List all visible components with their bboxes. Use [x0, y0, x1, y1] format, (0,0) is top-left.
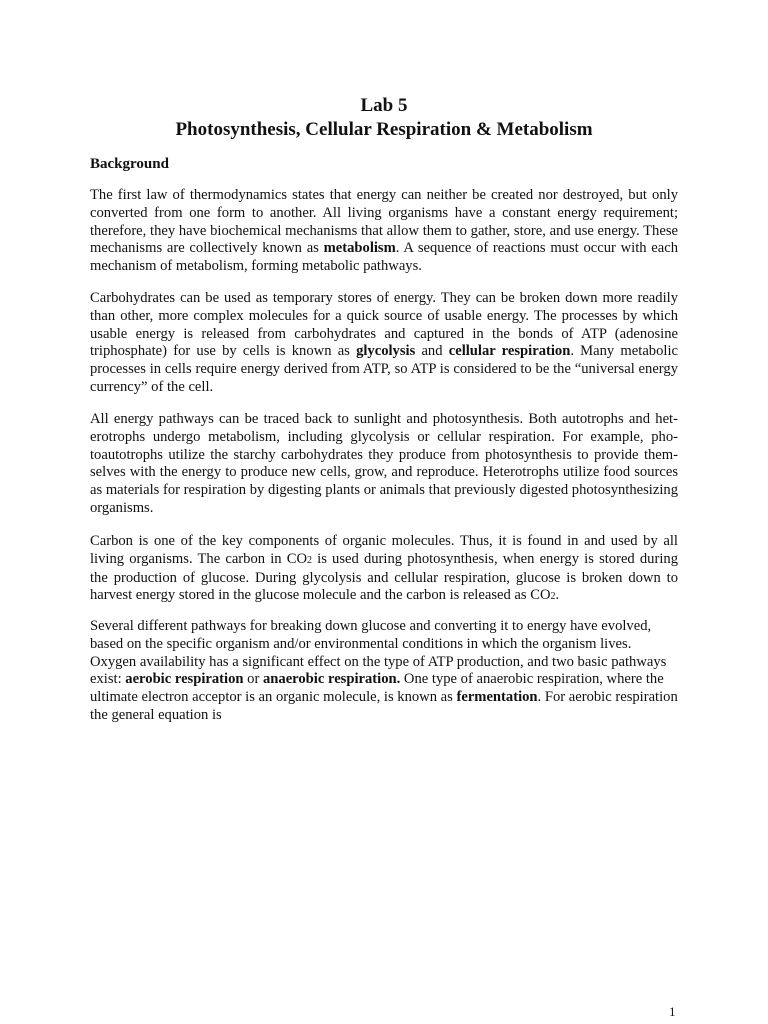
lab-title: Lab 5 — [360, 95, 408, 116]
body-text: . — [555, 587, 560, 604]
paragraph-1 — [90, 187, 678, 276]
body-text: . Many metabolic processes in cells require energy derived from ATP, so ATP is considered to be the “universal energy currency” of the cell. — [90, 343, 678, 395]
body-text: One type of anaerobic respiration, where the ultimate electron acceptor is an organic molecule, is known as — [90, 671, 664, 706]
bold-term: aerobic respiration — [125, 671, 244, 688]
paragraph-3 — [90, 411, 678, 518]
bold-term: anaerobic respiration. — [262, 671, 401, 688]
body-text: . A sequence of reactions must occur with each mechanism of metabolism, forming metabolic pathways. — [90, 240, 679, 275]
paragraph-2 — [90, 290, 678, 397]
paragraph-4 — [90, 533, 678, 606]
body-text: The first law of thermodynamics states that energy can neither be created nor destroyed, but only converted from one form to another. All living organisms have a constant energy requirement; therefore, they have biochemical mechanisms that allow them to gather, store, and use energy. These mechanisms are collectively known as — [90, 187, 678, 257]
bold-term: cellular respiration — [448, 343, 571, 360]
paragraph-5 — [90, 618, 678, 725]
body-text: or — [243, 671, 263, 688]
body-text: All energy pathways can be traced back to sunlight and photosynthesis. Both autotrophs and heterotrophs undergo metabolism, including glycolysis or cellular respiration. For example, photoautotrophs utilize the starchy carbohydrates they produce from photosynthesis to provide themselves with the energy to produce new cells, grow, and reproduce. Heterotrophs utilize food sources as materials for respiration by digesting plants or animals that previously digested photosynthesizing organisms. — [90, 411, 678, 516]
body-text: . For aerobic respiration the general equation is — [90, 689, 678, 723]
subscript-text: 2 — [550, 591, 556, 603]
bold-term: fermentation — [456, 689, 538, 706]
body-text: Several different pathways for breaking down glucose and converting it to energy have evolved, based on the specific organism and/or environmental conditions in which the organism lives. Oxygen availability has a significant effect on the type of ATP production, and two basic pathways exist: — [90, 618, 667, 688]
bold-term: glycolysis — [356, 343, 416, 360]
section-heading: Background — [90, 156, 169, 172]
subscript-text: 2 — [307, 554, 312, 566]
page-number: 1 — [669, 1004, 676, 1019]
body-text: Carbohydrates can be used as temporary stores of energy. They can be broken down more readily than other, more complex molecules for a quick source of usable energy. The processes by which usable energy is released from carbohydrates and captured in the bonds of ATP (adenosine triphosphate) for use by cells is known as — [90, 290, 678, 360]
body-text: is used during photosynthesis, when energy is stored during the production of glucose. During glycolysis and cellular respiration, glucose is broken down to harvest energy stored in the glucose molecule and the carbon is released as CO — [90, 550, 678, 604]
body-text: and — [415, 343, 449, 360]
body-text: Carbon is one of the key components of organic molecules. Thus, it is found in and used by all living organisms. The carbon in CO — [90, 533, 678, 567]
bold-term: metabolism — [323, 240, 396, 257]
lab-subtitle: Photosynthesis, Cellular Respiration & Metabolism — [175, 119, 593, 140]
